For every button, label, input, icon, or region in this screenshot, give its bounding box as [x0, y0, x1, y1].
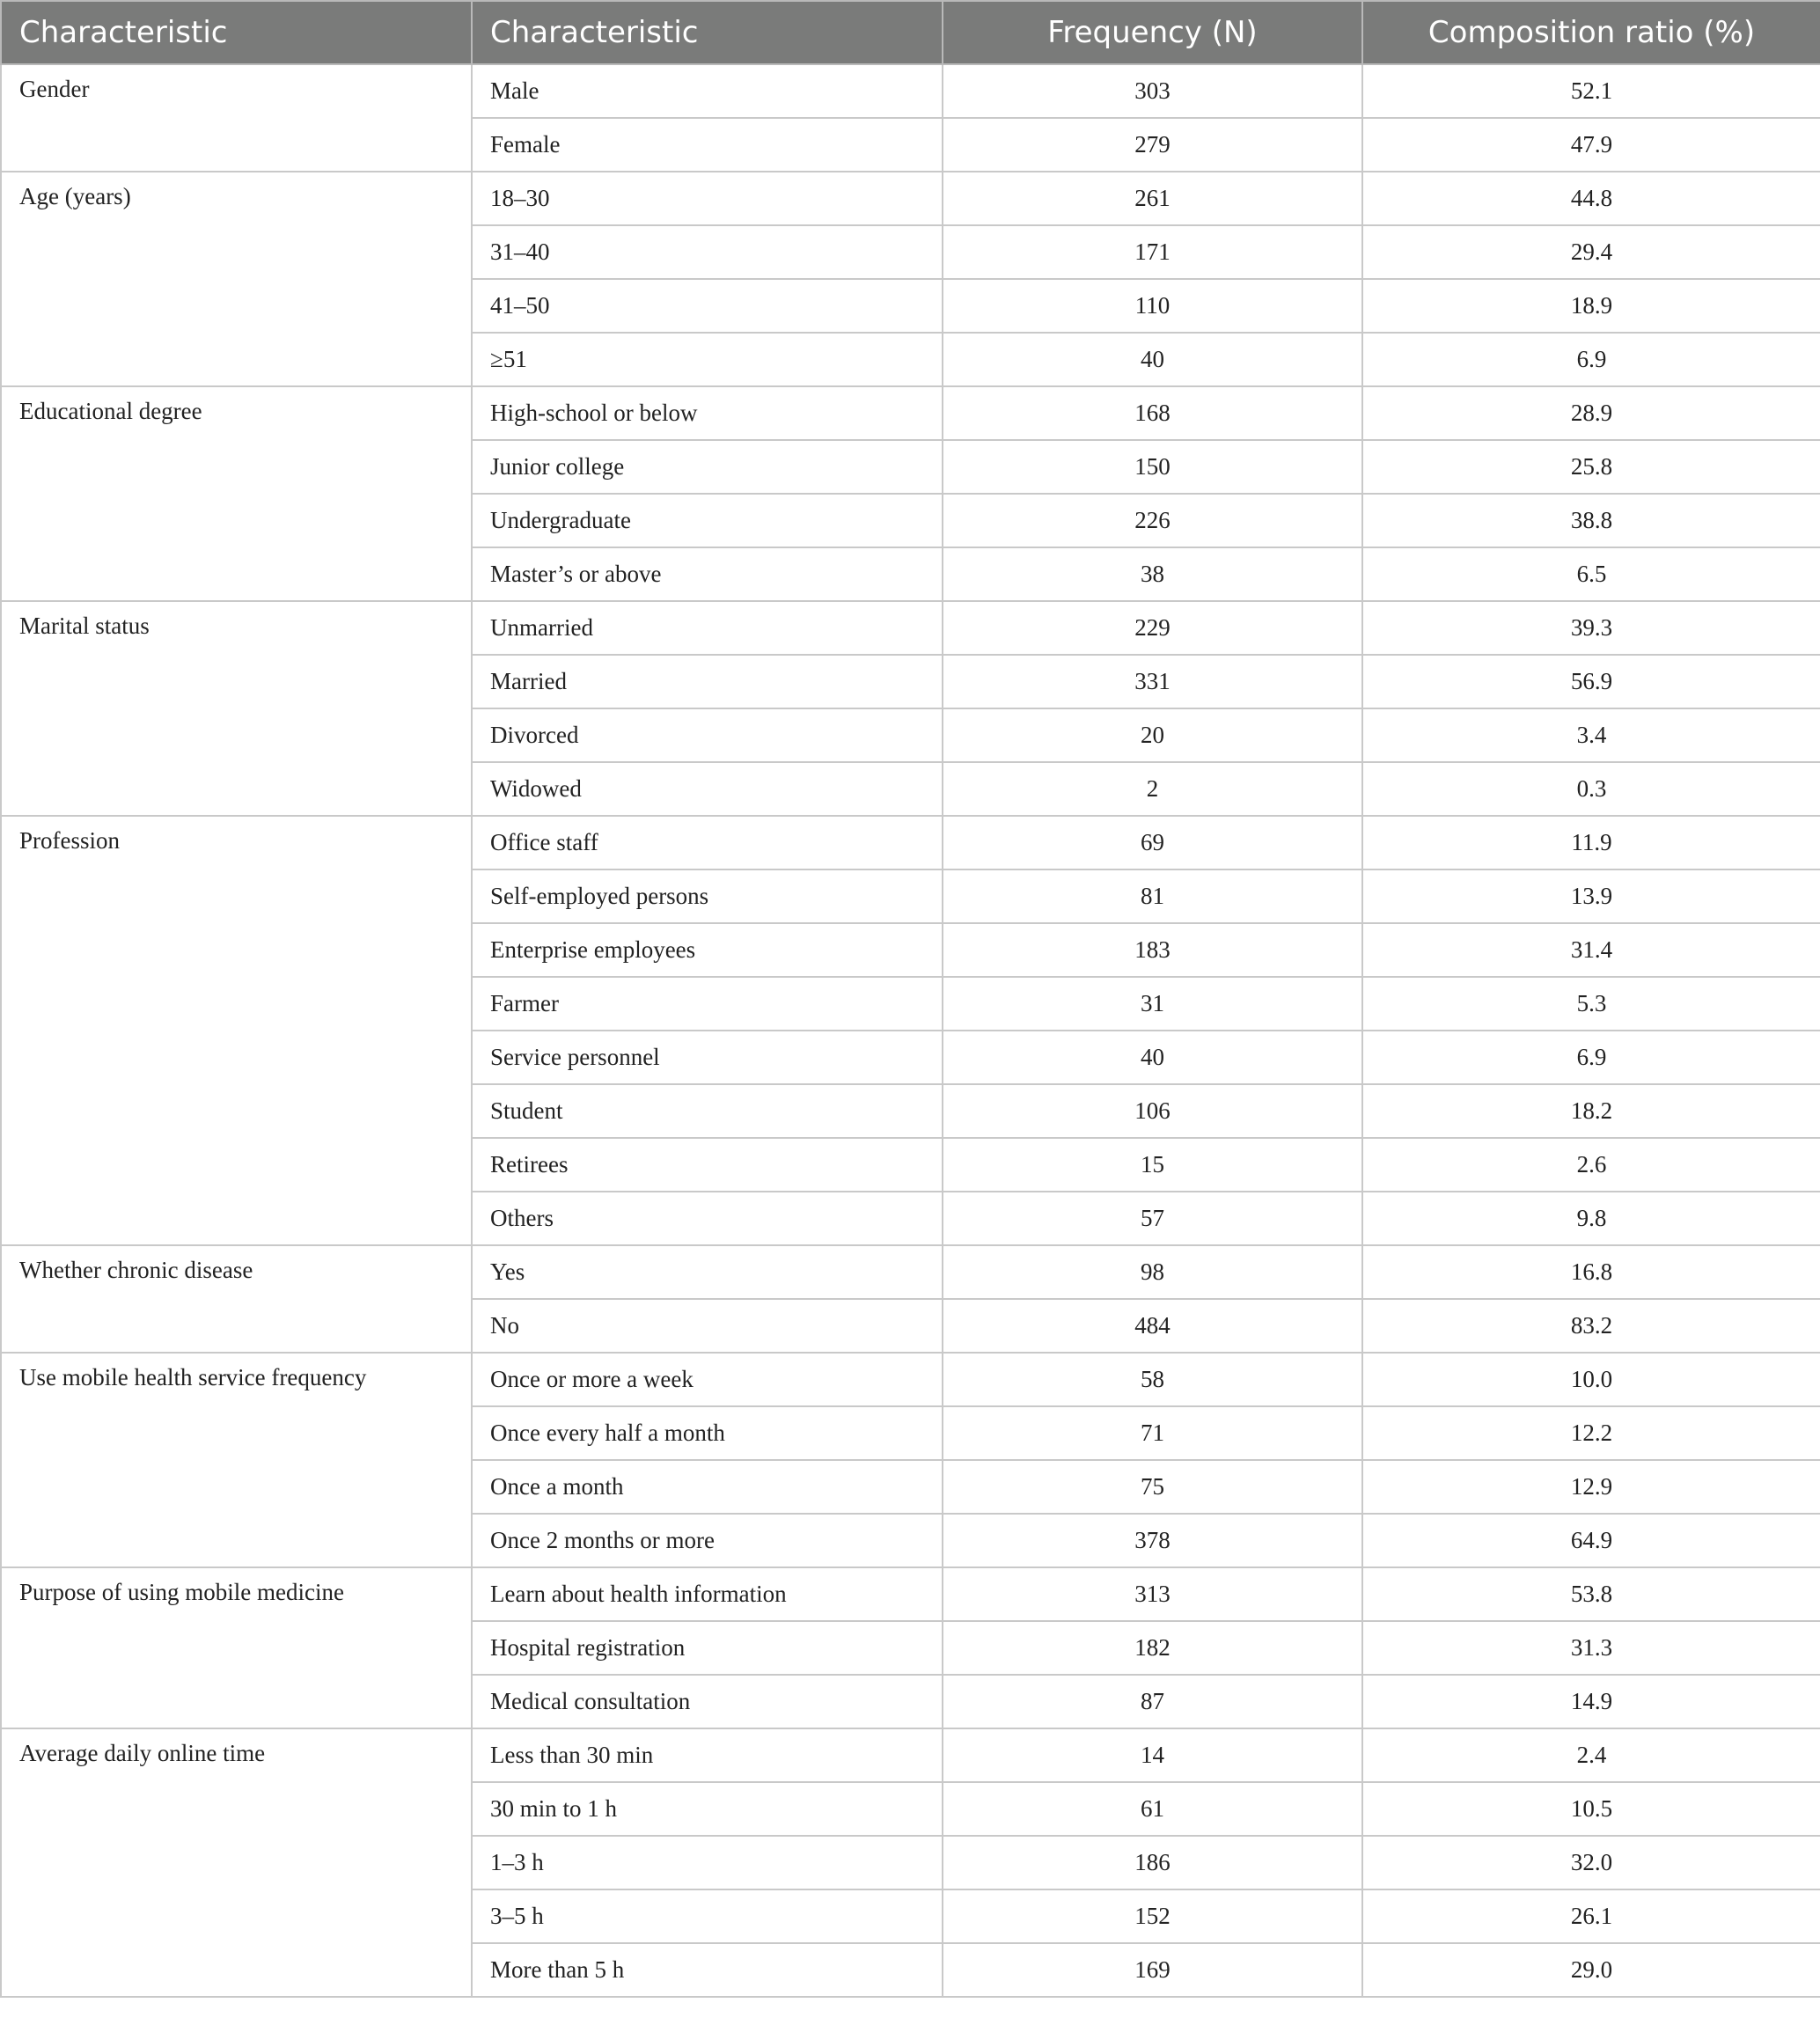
frequency-cell: 279	[943, 118, 1362, 172]
frequency-cell: 186	[943, 1836, 1362, 1889]
group-label: Purpose of using mobile medicine	[1, 1567, 472, 1728]
composition-ratio-cell: 28.9	[1362, 386, 1820, 440]
frequency-cell: 261	[943, 172, 1362, 225]
composition-ratio-cell: 12.9	[1362, 1460, 1820, 1514]
frequency-cell: 40	[943, 1031, 1362, 1084]
item-label: 1–3 h	[472, 1836, 943, 1889]
composition-ratio-cell: 47.9	[1362, 118, 1820, 172]
frequency-cell: 75	[943, 1460, 1362, 1514]
composition-ratio-cell: 38.8	[1362, 494, 1820, 547]
item-label: 31–40	[472, 225, 943, 279]
frequency-cell: 303	[943, 64, 1362, 118]
frequency-cell: 87	[943, 1675, 1362, 1728]
frequency-cell: 110	[943, 279, 1362, 333]
group-label: Average daily online time	[1, 1728, 472, 1997]
frequency-cell: 484	[943, 1299, 1362, 1353]
item-label: Student	[472, 1084, 943, 1138]
frequency-cell: 69	[943, 816, 1362, 869]
composition-ratio-cell: 6.9	[1362, 1031, 1820, 1084]
composition-ratio-cell: 0.3	[1362, 762, 1820, 816]
composition-ratio-cell: 10.0	[1362, 1353, 1820, 1406]
table-body	[1, 64, 1820, 1997]
header-frequency: Frequency (N)	[943, 1, 1362, 64]
table-row	[1, 1728, 1820, 1782]
item-label: 18–30	[472, 172, 943, 225]
frequency-cell: 15	[943, 1138, 1362, 1192]
frequency-cell: 331	[943, 655, 1362, 708]
item-label: Undergraduate	[472, 494, 943, 547]
item-label: Once or more a week	[472, 1353, 943, 1406]
composition-ratio-cell: 16.8	[1362, 1245, 1820, 1299]
composition-ratio-cell: 3.4	[1362, 708, 1820, 762]
composition-ratio-cell: 53.8	[1362, 1567, 1820, 1621]
composition-ratio-cell: 5.3	[1362, 977, 1820, 1031]
frequency-cell: 168	[943, 386, 1362, 440]
group-label: Educational degree	[1, 386, 472, 601]
table-header	[1, 1, 1820, 64]
frequency-cell: 61	[943, 1782, 1362, 1836]
frequency-cell: 31	[943, 977, 1362, 1031]
table-row	[1, 172, 1820, 225]
header-characteristic-item: Characteristic	[472, 1, 943, 64]
frequency-cell: 20	[943, 708, 1362, 762]
composition-ratio-cell: 10.5	[1362, 1782, 1820, 1836]
item-label: Enterprise employees	[472, 923, 943, 977]
frequency-cell: 152	[943, 1889, 1362, 1943]
composition-ratio-cell: 2.4	[1362, 1728, 1820, 1782]
composition-ratio-cell: 83.2	[1362, 1299, 1820, 1353]
table-row	[1, 1567, 1820, 1621]
composition-ratio-cell: 18.2	[1362, 1084, 1820, 1138]
frequency-cell: 38	[943, 547, 1362, 601]
table-row	[1, 1353, 1820, 1406]
item-label: Others	[472, 1192, 943, 1245]
composition-ratio-cell: 13.9	[1362, 869, 1820, 923]
composition-ratio-cell: 31.3	[1362, 1621, 1820, 1675]
item-label: Self-employed persons	[472, 869, 943, 923]
composition-ratio-cell: 6.5	[1362, 547, 1820, 601]
composition-ratio-cell: 2.6	[1362, 1138, 1820, 1192]
frequency-cell: 57	[943, 1192, 1362, 1245]
composition-ratio-cell: 11.9	[1362, 816, 1820, 869]
item-label: ≥51	[472, 333, 943, 386]
item-label: Hospital registration	[472, 1621, 943, 1675]
header-composition-ratio: Composition ratio (%)	[1362, 1, 1820, 64]
item-label: 3–5 h	[472, 1889, 943, 1943]
frequency-cell: 229	[943, 601, 1362, 655]
composition-ratio-cell: 29.0	[1362, 1943, 1820, 1997]
frequency-cell: 40	[943, 333, 1362, 386]
item-label: Married	[472, 655, 943, 708]
item-label: Retirees	[472, 1138, 943, 1192]
group-label: Marital status	[1, 601, 472, 816]
item-label: Yes	[472, 1245, 943, 1299]
frequency-cell: 313	[943, 1567, 1362, 1621]
group-label: Gender	[1, 64, 472, 172]
composition-ratio-cell: 39.3	[1362, 601, 1820, 655]
composition-ratio-cell: 32.0	[1362, 1836, 1820, 1889]
composition-ratio-cell: 26.1	[1362, 1889, 1820, 1943]
composition-ratio-cell: 64.9	[1362, 1514, 1820, 1567]
item-label: Master’s or above	[472, 547, 943, 601]
item-label: Male	[472, 64, 943, 118]
group-label: Use mobile health service frequency	[1, 1353, 472, 1567]
composition-ratio-cell: 44.8	[1362, 172, 1820, 225]
frequency-cell: 58	[943, 1353, 1362, 1406]
item-label: Once every half a month	[472, 1406, 943, 1460]
table-row	[1, 601, 1820, 655]
composition-ratio-cell: 31.4	[1362, 923, 1820, 977]
composition-ratio-cell: 6.9	[1362, 333, 1820, 386]
item-label: 30 min to 1 h	[472, 1782, 943, 1836]
frequency-cell: 2	[943, 762, 1362, 816]
table-row	[1, 1245, 1820, 1299]
frequency-cell: 169	[943, 1943, 1362, 1997]
item-label: Once a month	[472, 1460, 943, 1514]
item-label: Farmer	[472, 977, 943, 1031]
item-label: High-school or below	[472, 386, 943, 440]
item-label: Medical consultation	[472, 1675, 943, 1728]
group-label: Age (years)	[1, 172, 472, 386]
composition-ratio-cell: 29.4	[1362, 225, 1820, 279]
item-label: Learn about health information	[472, 1567, 943, 1621]
frequency-cell: 71	[943, 1406, 1362, 1460]
composition-ratio-cell: 56.9	[1362, 655, 1820, 708]
frequency-cell: 150	[943, 440, 1362, 494]
frequency-cell: 81	[943, 869, 1362, 923]
table-row	[1, 386, 1820, 440]
item-label: Less than 30 min	[472, 1728, 943, 1782]
item-label: Junior college	[472, 440, 943, 494]
table-row	[1, 64, 1820, 118]
frequency-cell: 98	[943, 1245, 1362, 1299]
composition-ratio-cell: 12.2	[1362, 1406, 1820, 1460]
composition-ratio-cell: 9.8	[1362, 1192, 1820, 1245]
group-label: Profession	[1, 816, 472, 1245]
header-characteristic: Characteristic	[1, 1, 472, 64]
frequency-cell: 378	[943, 1514, 1362, 1567]
frequency-cell: 226	[943, 494, 1362, 547]
table-row	[1, 816, 1820, 869]
frequency-cell: 171	[943, 225, 1362, 279]
item-label: More than 5 h	[472, 1943, 943, 1997]
frequency-cell: 14	[943, 1728, 1362, 1782]
item-label: No	[472, 1299, 943, 1353]
composition-ratio-cell: 18.9	[1362, 279, 1820, 333]
item-label: Service personnel	[472, 1031, 943, 1084]
frequency-cell: 183	[943, 923, 1362, 977]
item-label: Office staff	[472, 816, 943, 869]
header-row	[1, 1, 1820, 64]
frequency-cell: 182	[943, 1621, 1362, 1675]
composition-ratio-cell: 25.8	[1362, 440, 1820, 494]
item-label: Divorced	[472, 708, 943, 762]
group-label: Whether chronic disease	[1, 1245, 472, 1353]
item-label: 41–50	[472, 279, 943, 333]
item-label: Widowed	[472, 762, 943, 816]
item-label: Unmarried	[472, 601, 943, 655]
item-label: Female	[472, 118, 943, 172]
item-label: Once 2 months or more	[472, 1514, 943, 1567]
composition-ratio-cell: 14.9	[1362, 1675, 1820, 1728]
composition-ratio-cell: 52.1	[1362, 64, 1820, 118]
frequency-cell: 106	[943, 1084, 1362, 1138]
